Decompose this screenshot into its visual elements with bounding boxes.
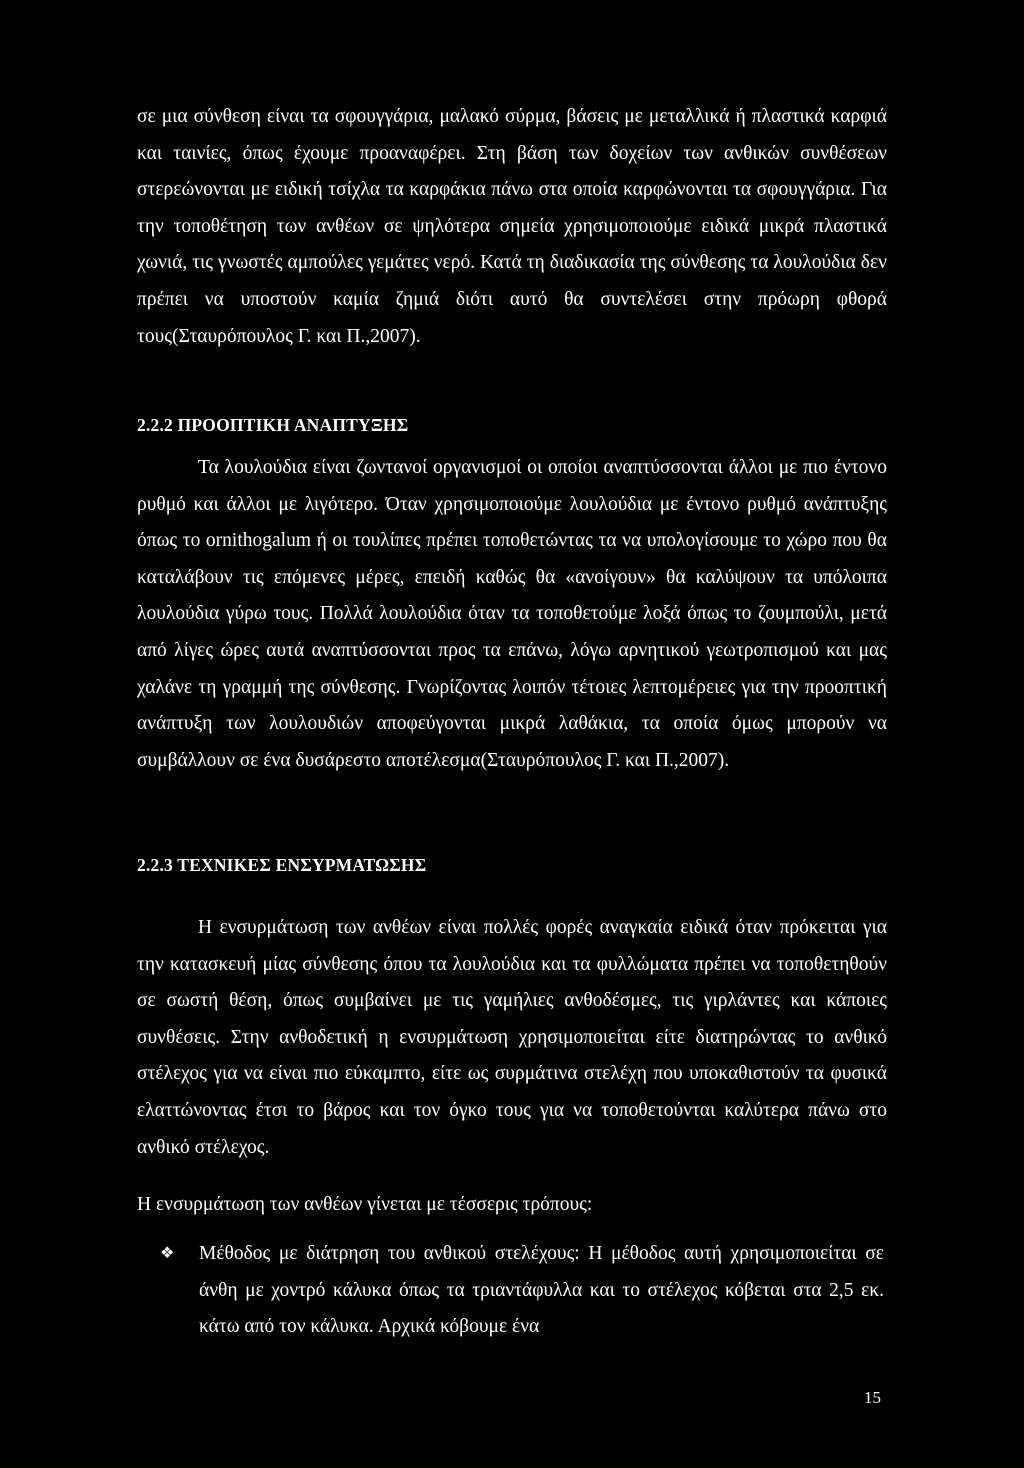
- wiring-methods-intro: Η ενσυρμάτωση των ανθέων γίνεται με τέσσερις τρόπους:: [137, 1194, 593, 1215]
- bullet-item-piercing-method: Μέθοδος με διάτρηση του ανθικού στελέχους: Η μέθοδος αυτή χρησιμοποιείται σε άνθη με χοντρό κάλυκα όπως τα τριαντάφυλλα και το στέλεχος κόβεται στα 2,5 εκ. κάτω από τον κάλυκα. Αρχικά κόβουμε ένα: [199, 1243, 884, 1338]
- intro-paragraph: σε μια σύνθεση είναι τα σφουγγάρια, μαλακό σύρμα, βάσεις με μεταλλικά ή πλαστικά καρφιά και ταινίες, όπως έχουμε προαναφέρει. Στη βάση των δοχείων των ανθικών συνθέσεων στερεώνονται με ειδική τσίχλα τα καρφάκια πάνω στα οποία καρφώνονται τα σφουγγάρια. Για την τοποθέτηση των ανθέων σε ψηλότερα σημεία χρησιμοποιούμε ειδικά μικρά πλαστικά χωνιά, τις γνωστές αμπούλες γεμάτες νερό. Κατά τη διαδικασία της σύνθεσης τα λουλούδια δεν πρέπει να υποστούν καμία ζημιά διότι αυτό θα συντελέσει στην πρόωρη φθορά τους(Σταυρόπουλος Γ. και Π.,2007).: [137, 106, 887, 347]
- section-heading-2-2-2: 2.2.2 ΠΡΟΟΠΤΙΚΗ ΑΝΑΠΤΥΞΗΣ: [137, 415, 409, 435]
- paragraph-growth-perspective: Τα λουλούδια είναι ζωντανοί οργανισμοί οι οποίοι αναπτύσσονται άλλοι με πιο έντονο ρυθμό και άλλοι με λιγότερο. Όταν χρησιμοποιούμε λουλούδια με έντονο ρυθμό ανάπτυξης όπως το ornithogalum ή οι τουλίπες πρέπει τοποθετώντας τα να υπολογίσουμε το χώρο που θα καταλάβουν τις επόμενες μέρες, επειδή καθώς θα «ανοίγουν» θα καλύψουν τα υπόλοιπα λουλούδια γύρω τους. Πολλά λουλούδια όταν τα τοποθετούμε λοξά όπως το ζουμπούλι, μετά από λίγες ώρες αυτά αναπτύσσονται προς τα επάνω, λόγω αρνητικού γεωτροπισμού και μας χαλάνε τη γραμμή της σύνθεσης. Γνωρίζοντας λοιπόν τέτοιες λεπτομέρειες για την προοπτική ανάπτυξη των λουλουδιών αποφεύγονται μικρά λαθάκια, τα οποία όμως μπορούν να συμβάλλουν σε ένα δυσάρεστο αποτέλεσμα(Σταυρόπουλος Γ. και Π.,2007).: [137, 457, 887, 771]
- page-number: 15: [864, 1388, 881, 1407]
- paragraph-wiring-techniques: Η ενσυρμάτωση των ανθέων είναι πολλές φορές αναγκαία ειδικά όταν πρόκειται για την κατασκευή μίας σύνθεσης όπου τα λουλούδια και τα φυλλώματα πρέπει να τοποθετηθούν σε σωστή θέση, όπως συμβαίνει με τις γαμήλιες ανθοδέσμες, τις γιρλάντες και κάποιες συνθέσεις. Στην ανθοδετική η ενσυρμάτωση χρησιμοποιείται είτε διατηρώντας το ανθικό στέλεχος για να είναι πιο εύκαμπτο, είτε ως συρμάτινα στελέχη που υποκαθιστούν τα φυσικά ελαττώνοντας έτσι το βάρος και τον όγκο τους για να τοποθετούνται καλύτερα πάνω στο ανθικό στέλεχος.: [137, 917, 887, 1158]
- section-heading-2-2-3: 2.2.3 ΤΕΧΝΙΚΕΣ ΕΝΣΥΡΜΑΤΩΣΗΣ: [137, 855, 427, 875]
- diamond-bullet-icon: ❖: [160, 1245, 175, 1262]
